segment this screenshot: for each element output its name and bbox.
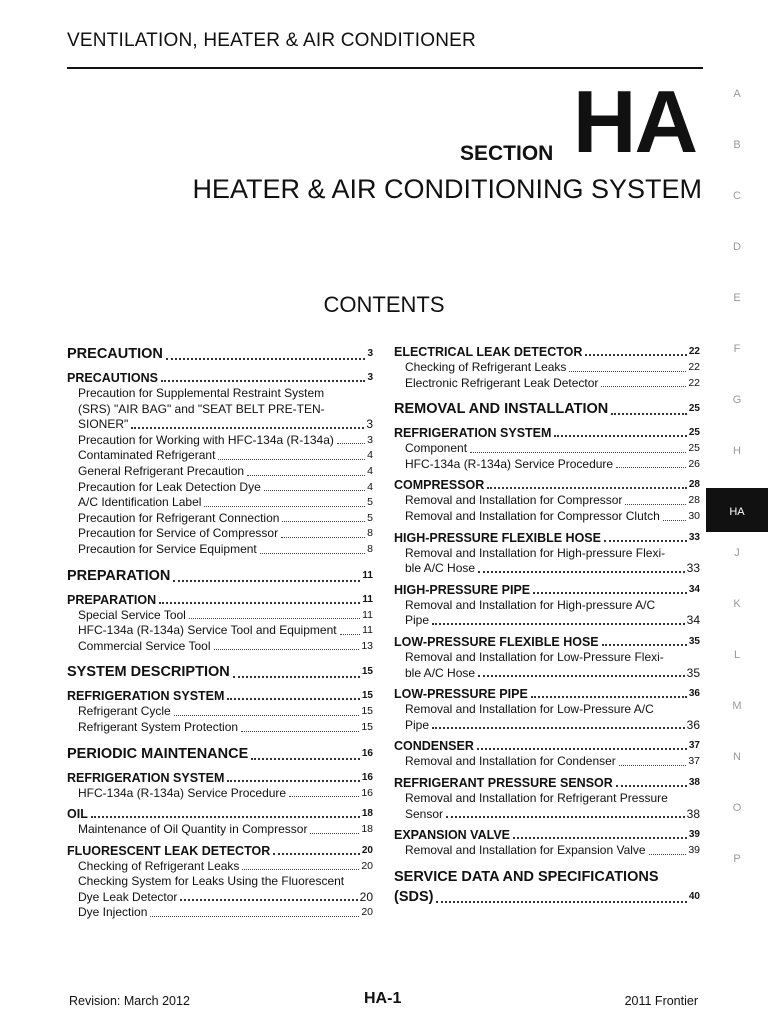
- toc-entry-page: 25: [688, 442, 700, 455]
- dot-leader: [180, 899, 357, 901]
- toc-entry-title: SIONER": [78, 417, 129, 432]
- toc-entry-title: HFC-134a (R-134a) Service Tool and Equipment: [78, 623, 337, 638]
- toc-entry-title-line: Removal and Installation for Low-Pressure A/C: [405, 702, 654, 717]
- toc-entry-page: 11: [362, 608, 373, 621]
- toc-entry-page: 16: [361, 771, 373, 783]
- toc-entry-title: Removal and Installation for Compressor: [405, 493, 623, 508]
- toc-entry-page: 22: [688, 361, 700, 373]
- toc-entry-title: Refrigerant Cycle: [78, 704, 171, 719]
- toc-entry-page: 37: [688, 755, 700, 768]
- dot-leader: [91, 816, 360, 818]
- footer-model: 2011 Frontier: [624, 994, 698, 1008]
- dot-leader: [161, 380, 365, 382]
- toc-entry[interactable]: [67, 744, 373, 764]
- toc-entry[interactable]: [67, 704, 373, 720]
- toc-entry-title: Pipe: [405, 717, 430, 732]
- toc-entry-title: LOW-PRESSURE PIPE: [394, 687, 528, 702]
- dot-leader: [174, 715, 360, 716]
- toc-entry-page: 15: [361, 690, 373, 702]
- toc-entry-title: Special Service Tool: [78, 607, 186, 622]
- toc-entry-title: Removal and Installation for Condenser: [405, 754, 616, 769]
- dot-leader: [189, 618, 360, 619]
- dot-leader: [218, 459, 365, 460]
- section-tab[interactable]: B: [733, 139, 741, 151]
- toc-entry-title: General Refrigerant Precaution: [78, 463, 245, 478]
- toc-entry-page: 3: [367, 433, 373, 446]
- section-tab[interactable]: C: [733, 190, 741, 202]
- toc-entry-title: Dye Leak Detector: [78, 889, 178, 904]
- toc-left-column: [67, 344, 373, 921]
- toc-entry-multiline[interactable]: [67, 386, 373, 433]
- toc-entry[interactable]: [67, 464, 373, 480]
- toc-entry-multiline[interactable]: [394, 546, 700, 577]
- dot-leader: [533, 592, 687, 594]
- toc-entry-title: PREPARATION: [67, 592, 157, 607]
- section-tab[interactable]: N: [733, 751, 741, 763]
- toc-entry[interactable]: [394, 376, 700, 392]
- section-tab[interactable]: P: [733, 853, 741, 865]
- toc-entry[interactable]: [394, 634, 700, 650]
- toc-entry[interactable]: [78, 417, 373, 433]
- toc-entry-title: Contaminated Refrigerant: [78, 448, 216, 463]
- toc-entry-page: 33: [686, 561, 700, 576]
- toc-entry-title: Precaution for Refrigerant Connection: [78, 510, 280, 525]
- toc-entry[interactable]: [394, 509, 700, 525]
- toc-entry-title-line: SERVICE DATA AND SPECIFICATIONS: [394, 868, 659, 885]
- dot-leader: [242, 869, 359, 870]
- toc-entry-title: PRECAUTIONS: [67, 371, 158, 385]
- toc-right-column: [394, 344, 700, 907]
- toc-entry[interactable]: [394, 775, 700, 791]
- section-tab[interactable]: K: [733, 598, 741, 610]
- section-tab[interactable]: HA: [706, 488, 768, 532]
- toc-entry[interactable]: [394, 738, 700, 754]
- toc-entry-page: 18: [361, 808, 373, 820]
- toc-entry-title: Checking of Refrigerant Leaks: [78, 858, 240, 873]
- toc-entry-page: 37: [688, 740, 700, 752]
- toc-entry-title: ELECTRICAL LEAK DETECTOR: [394, 345, 583, 359]
- toc-entry[interactable]: [67, 480, 373, 496]
- toc-entry-title: Commercial Service Tool: [78, 638, 211, 653]
- dot-leader: [214, 649, 360, 650]
- dot-leader: [159, 602, 360, 604]
- toc-entry-page: 33: [688, 531, 700, 543]
- toc-entry-page: 5: [367, 511, 373, 524]
- toc-entry[interactable]: [394, 887, 700, 907]
- dot-leader: [150, 916, 359, 917]
- toc-entry-title: FLUORESCENT LEAK DETECTOR: [67, 843, 271, 858]
- dot-leader: [264, 490, 365, 491]
- section-index-tabs: [706, 80, 768, 896]
- footer-page-number: HA-1: [364, 990, 402, 1007]
- dot-leader: [282, 521, 365, 522]
- section-code: HA: [572, 72, 696, 171]
- toc-entry-page: 20: [359, 889, 373, 904]
- toc-entry-title: PRECAUTION: [67, 346, 163, 362]
- dot-leader: [601, 386, 686, 387]
- toc-entry[interactable]: [67, 843, 373, 859]
- toc-entry-page: 40: [688, 890, 700, 902]
- toc-entry[interactable]: [405, 613, 700, 629]
- toc-entry-multiline[interactable]: [394, 867, 700, 907]
- section-tab[interactable]: O: [732, 802, 742, 814]
- toc-entry[interactable]: [67, 526, 373, 542]
- toc-entry-title: Component: [405, 441, 468, 456]
- toc-entry[interactable]: [67, 495, 373, 511]
- toc-entry-title-line: Checking System for Leaks Using the Fluorescent: [78, 874, 345, 889]
- toc-entry[interactable]: [67, 608, 373, 624]
- toc-entry-title: PERIODIC MAINTENANCE: [67, 745, 249, 762]
- toc-entry-title: HFC-134a (R-134a) Service Procedure: [405, 456, 614, 471]
- toc-entry[interactable]: [67, 786, 373, 802]
- toc-entry[interactable]: [405, 807, 700, 823]
- toc-entry[interactable]: [67, 433, 373, 449]
- dot-leader: [281, 537, 365, 538]
- toc-entry-page: 28: [688, 479, 700, 491]
- dot-leader: [446, 816, 685, 818]
- toc-entry-page: 16: [361, 747, 373, 759]
- dot-leader: [432, 727, 685, 729]
- dot-leader: [233, 676, 360, 678]
- footer-revision: Revision: March 2012: [69, 994, 190, 1008]
- toc-entry-page: 22: [688, 376, 700, 389]
- dot-leader: [251, 758, 360, 760]
- toc-entry-title: LOW-PRESSURE FLEXIBLE HOSE: [394, 634, 599, 649]
- toc-entry-title: Maintenance of Oil Quantity in Compressor: [78, 822, 308, 837]
- toc-entry-page: 30: [688, 509, 700, 522]
- toc-entry-title: PREPARATION: [67, 567, 171, 584]
- section-title: HEATER & AIR CONDITIONING SYSTEM: [192, 174, 702, 204]
- dot-leader: [310, 833, 359, 834]
- toc-entry-page: 13: [361, 639, 373, 652]
- toc-entry-page: 35: [686, 665, 700, 680]
- toc-entry-title: (SDS): [394, 888, 434, 905]
- section-tab[interactable]: H: [733, 445, 741, 457]
- toc-entry[interactable]: [405, 561, 700, 577]
- toc-entry-title: REFRIGERATION SYSTEM: [67, 770, 225, 785]
- dot-leader: [227, 698, 359, 700]
- dot-leader: [432, 623, 685, 625]
- dot-leader: [663, 520, 687, 521]
- toc-entry-page: 15: [361, 705, 373, 718]
- section-tab[interactable]: G: [732, 394, 742, 406]
- toc-entry[interactable]: [67, 770, 373, 786]
- toc-entry-page: 28: [688, 494, 700, 507]
- section-tab[interactable]: J: [734, 547, 740, 559]
- toc-entry-page: 34: [686, 613, 700, 628]
- toc-entry-title-line: Removal and Installation for High-pressure Flexi-: [405, 545, 666, 560]
- toc-entry-title-line: Removal and Installation for Refrigerant Pressure: [405, 790, 668, 805]
- dot-leader: [649, 854, 687, 855]
- toc-entry[interactable]: [394, 360, 700, 376]
- dot-leader: [131, 427, 364, 429]
- toc-entry-page: 34: [688, 583, 700, 595]
- toc-entry[interactable]: [67, 639, 373, 655]
- toc-entry[interactable]: [394, 843, 700, 859]
- toc-entry-multiline[interactable]: [67, 874, 373, 905]
- toc-entry[interactable]: [394, 582, 700, 598]
- running-header: VENTILATION, HEATER & AIR CONDITIONER: [67, 30, 476, 51]
- toc-entry[interactable]: [67, 344, 373, 364]
- toc-entry[interactable]: [67, 859, 373, 875]
- section-tab[interactable]: D: [733, 241, 741, 253]
- toc-entry-title: Refrigerant System Protection: [78, 719, 239, 734]
- toc-entry[interactable]: [67, 448, 373, 464]
- toc-entry-title: SYSTEM DESCRIPTION: [67, 664, 230, 681]
- dot-leader: [616, 785, 687, 787]
- dot-leader: [173, 580, 360, 582]
- toc-entry-page: 11: [362, 569, 373, 581]
- dot-leader: [611, 413, 687, 415]
- toc-entry-title: Pipe: [405, 613, 430, 628]
- toc-entry[interactable]: [67, 542, 373, 558]
- toc-entry-title: Electronic Refrigerant Leak Detector: [405, 375, 599, 390]
- toc-entry-page: 20: [361, 906, 373, 919]
- section-tab[interactable]: M: [732, 700, 742, 712]
- toc-entry[interactable]: [394, 686, 700, 702]
- dot-leader: [531, 696, 687, 698]
- toc-entry-title: Removal and Installation for Compressor Clutch: [405, 508, 660, 523]
- toc-entry-page: 20: [361, 844, 373, 856]
- toc-entry-page: 3: [367, 372, 373, 383]
- toc-entry-title: Checking of Refrigerant Leaks: [405, 360, 567, 374]
- toc-entry[interactable]: [394, 425, 700, 441]
- dot-leader: [227, 780, 359, 782]
- dot-leader: [478, 571, 685, 573]
- toc-entry-page: 8: [367, 542, 373, 555]
- section-tab[interactable]: A: [733, 88, 741, 100]
- dot-leader: [604, 540, 687, 542]
- toc-entry-page: 11: [362, 624, 373, 637]
- dot-leader: [585, 354, 686, 356]
- dot-leader: [487, 487, 687, 489]
- toc-entry-title: A/C Identification Label: [78, 495, 202, 510]
- toc-entry-title: Sensor: [405, 806, 444, 821]
- toc-entry[interactable]: [394, 530, 700, 546]
- toc-entry[interactable]: [67, 511, 373, 527]
- toc-entry-title: REFRIGERATION SYSTEM: [67, 689, 225, 704]
- toc-entry-title: REFRIGERATION SYSTEM: [394, 426, 552, 441]
- dot-leader: [616, 467, 686, 468]
- toc-entry-page: 25: [688, 427, 700, 439]
- dot-leader: [340, 634, 361, 635]
- toc-entry-page: 18: [361, 823, 373, 836]
- toc-entry-page: 4: [367, 464, 373, 477]
- toc-entry-page: 36: [688, 688, 700, 700]
- toc-entry-title: REFRIGERANT PRESSURE SENSOR: [394, 775, 613, 790]
- dot-leader: [436, 901, 686, 903]
- toc-entry-title: ble A/C Hose: [405, 561, 476, 576]
- toc-entry-title: ble A/C Hose: [405, 665, 476, 680]
- toc-entry[interactable]: [394, 754, 700, 770]
- section-tab[interactable]: F: [733, 343, 741, 355]
- dot-leader: [241, 731, 359, 732]
- dot-leader: [513, 837, 687, 839]
- toc-entry-title: Precaution for Service Equipment: [78, 541, 257, 556]
- toc-entry[interactable]: [67, 623, 373, 639]
- toc-entry-title: REMOVAL AND INSTALLATION: [394, 401, 609, 418]
- toc-entry-page: 3: [367, 348, 373, 359]
- toc-entry-page: 8: [367, 527, 373, 540]
- toc-entry[interactable]: [394, 457, 700, 473]
- dot-leader: [337, 443, 365, 444]
- toc-entry-multiline[interactable]: [394, 598, 700, 629]
- toc-entry-page: 15: [361, 666, 373, 678]
- dot-leader: [602, 644, 687, 646]
- dot-leader: [477, 748, 687, 750]
- dot-leader: [166, 358, 366, 360]
- toc-entry-title-line: Removal and Installation for Low-Pressure Flexi-: [405, 649, 664, 664]
- toc-entry-page: 36: [686, 717, 700, 732]
- dot-leader: [625, 504, 686, 505]
- toc-entry-page: 35: [688, 635, 700, 647]
- toc-entry-title: Removal and Installation for Expansion Valve: [405, 843, 646, 858]
- toc-entry-page: 22: [688, 346, 700, 357]
- toc-entry[interactable]: [67, 566, 373, 586]
- dot-leader: [554, 435, 686, 437]
- section-tab[interactable]: L: [733, 649, 741, 661]
- toc-entry-page: 5: [367, 496, 373, 509]
- toc-entry-page: 26: [688, 457, 700, 470]
- toc-entry[interactable]: [394, 477, 700, 493]
- toc-entry-multiline[interactable]: [394, 650, 700, 681]
- toc-entry-title: HIGH-PRESSURE FLEXIBLE HOSE: [394, 530, 601, 545]
- toc-entry[interactable]: [67, 662, 373, 682]
- dot-leader: [619, 765, 687, 766]
- toc-entry-title: Precaution for Working with HFC-134a (R-134a): [78, 432, 334, 447]
- toc-entry-page: 11: [362, 593, 373, 605]
- toc-entry[interactable]: [67, 905, 373, 921]
- toc-entry[interactable]: [405, 718, 700, 734]
- toc-entry-multiline[interactable]: [394, 791, 700, 822]
- toc-entry-title: HIGH-PRESSURE PIPE: [394, 582, 531, 597]
- toc-entry[interactable]: [394, 344, 700, 360]
- section-label: SECTION: [460, 142, 554, 165]
- dot-leader: [289, 796, 359, 797]
- toc-entry-title: OIL: [67, 807, 88, 822]
- toc-entry-title-line: Precaution for Supplemental Restraint System: [78, 386, 325, 400]
- toc-entry[interactable]: [394, 493, 700, 509]
- toc-entry-title: Precaution for Service of Compressor: [78, 526, 279, 541]
- dot-leader: [478, 675, 685, 677]
- dot-leader: [204, 506, 365, 507]
- toc-entry[interactable]: [67, 592, 373, 608]
- toc-entry-page: 38: [688, 776, 700, 788]
- toc-entry[interactable]: [78, 890, 373, 906]
- toc-entry[interactable]: [67, 822, 373, 838]
- dot-leader: [260, 553, 365, 554]
- toc-entry-title: Precaution for Leak Detection Dye: [78, 479, 261, 494]
- toc-entry-page: 15: [361, 720, 373, 733]
- toc-entry-page: 16: [361, 786, 373, 799]
- toc-entry[interactable]: [67, 806, 373, 822]
- dot-leader: [569, 371, 686, 372]
- section-tab[interactable]: E: [733, 292, 741, 304]
- toc-entry-page: 20: [361, 859, 373, 872]
- toc-entry-page: 4: [367, 480, 373, 493]
- toc-entry-page: 38: [686, 806, 700, 821]
- dot-leader: [470, 452, 686, 453]
- toc-entry-page: 4: [367, 449, 373, 462]
- toc-entry-title: Dye Injection: [78, 905, 148, 920]
- header-rule: [67, 67, 703, 69]
- toc-entry-multiline[interactable]: [394, 702, 700, 733]
- toc-entry-page: 39: [688, 844, 700, 857]
- toc-entry[interactable]: [394, 441, 700, 457]
- toc-entry-title: COMPRESSOR: [394, 478, 485, 493]
- dot-leader: [247, 475, 365, 476]
- toc-entry[interactable]: [67, 688, 373, 704]
- toc-entry[interactable]: [67, 720, 373, 736]
- toc-entry-title: HFC-134a (R-134a) Service Procedure: [78, 785, 287, 800]
- toc-entry-page: 25: [688, 403, 700, 415]
- toc-entry-title-line: Removal and Installation for High-pressure A/C: [405, 597, 656, 612]
- toc-entry[interactable]: [67, 370, 373, 386]
- toc-entry[interactable]: [394, 827, 700, 843]
- toc-entry-title: EXPANSION VALVE: [394, 828, 510, 843]
- toc-entry-page: 3: [366, 417, 373, 432]
- dot-leader: [273, 853, 360, 855]
- contents-heading: CONTENTS: [323, 292, 445, 317]
- toc-entry[interactable]: [394, 399, 700, 419]
- toc-entry-title-line: (SRS) "AIR BAG" and "SEAT BELT PRE-TEN-: [78, 401, 325, 416]
- toc-entry-page: 39: [688, 829, 700, 841]
- toc-entry[interactable]: [405, 666, 700, 682]
- toc-entry-title: CONDENSER: [394, 739, 474, 754]
